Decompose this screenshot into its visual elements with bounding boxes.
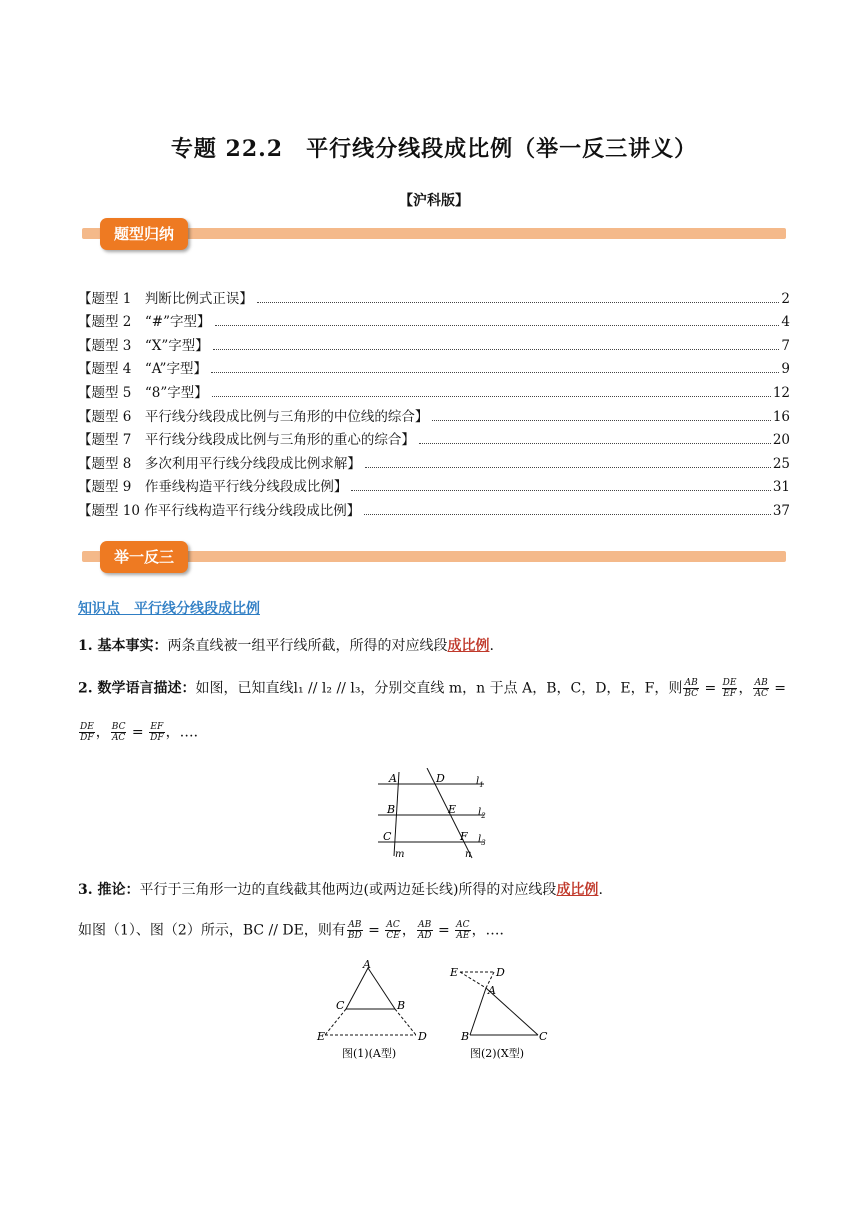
point-label: A bbox=[488, 984, 496, 997]
knowledge-heading: 知识点 平行线分线段成比例 bbox=[78, 601, 260, 617]
point-label: A bbox=[363, 958, 371, 971]
toc-leader-dots bbox=[419, 442, 771, 444]
paragraph-math-language: 2. 数学语言描述：如图，已知直线l₁ // l₂ // l₃，分别交直线 m，n 于点 A，B，C，D，E，F，则 $\frac{AB}{BC}$ = $\frac{DE}{EF}$ ， $\frac{AB}{AC}$ = bbox=[78, 678, 787, 699]
fraction: $\frac{AC}{CE}$ bbox=[386, 920, 400, 941]
toc-entry-page: 9 bbox=[781, 361, 790, 378]
body-text: ，…． bbox=[471, 922, 514, 939]
body-text: ，…． bbox=[165, 724, 208, 741]
toc-entry-label: 【题型 9 作垂线构造平行线分线段成比例】 bbox=[78, 479, 348, 496]
body-text: 平行于三角形一边的直线截其他两边(或两边延长线)所得的对应线段 bbox=[139, 882, 557, 898]
toc-leader-dots bbox=[212, 395, 771, 397]
toc-entry[interactable] bbox=[78, 283, 790, 307]
fraction: $\frac{AB}{AD}$ bbox=[417, 920, 432, 941]
punctuation: . bbox=[598, 882, 603, 898]
figure-parallel-lines bbox=[372, 768, 502, 863]
toc-entry[interactable] bbox=[78, 472, 790, 496]
toc-entry-label: 【题型 7 平行线分线段成比例与三角形的重心的综合】 bbox=[78, 432, 415, 449]
toc-entry-label: 【题型 5 “8”字型】 bbox=[78, 384, 208, 401]
toc-entry-page: 25 bbox=[772, 455, 790, 472]
key-term: 成比例 bbox=[447, 638, 490, 654]
toc-entry[interactable] bbox=[78, 354, 790, 378]
point-label: E bbox=[448, 803, 457, 816]
toc-leader-dots bbox=[215, 324, 780, 326]
toc-leader-dots bbox=[257, 301, 780, 303]
line-label: n bbox=[465, 849, 472, 860]
figure-caption: 图(1)(A型) bbox=[342, 1047, 397, 1060]
toc-entry[interactable] bbox=[78, 425, 790, 449]
fraction: $\frac{DE}{DF}$ bbox=[80, 722, 94, 743]
point-label: C bbox=[383, 830, 392, 843]
paragraph-math-language-cont: $\frac{DE}{DF}$ ， $\frac{BC}{AC}$ = $\frac{EF}{DF}$ ，…． bbox=[80, 722, 208, 743]
toc-entry-page: 37 bbox=[772, 502, 790, 519]
section-badge-practice: 举一反三 bbox=[100, 541, 188, 573]
line-label: $l_3$ bbox=[478, 834, 486, 847]
toc-entry[interactable] bbox=[78, 377, 790, 401]
point-label: C bbox=[539, 1030, 548, 1043]
toc-entry-label: 【题型 8 多次利用平行线分线段成比例求解】 bbox=[78, 455, 361, 472]
toc-entry-page: 16 bbox=[772, 408, 790, 425]
point-label: D bbox=[418, 1030, 427, 1043]
lead-text: 3. 推论： bbox=[78, 882, 140, 898]
section-badge-summary: 题型归纳 bbox=[100, 218, 188, 250]
point-label: C bbox=[336, 999, 345, 1012]
line-label: $l_2$ bbox=[478, 807, 486, 820]
table-of-contents bbox=[78, 283, 790, 519]
point-label: B bbox=[387, 803, 396, 816]
line-label: $l_1$ bbox=[476, 776, 484, 789]
point-label: D bbox=[436, 772, 445, 785]
toc-entry-page: 12 bbox=[772, 384, 790, 401]
figure-caption: 图(2)(X型) bbox=[470, 1047, 524, 1060]
fraction: $\frac{AB}{BD}$ bbox=[347, 920, 362, 941]
fraction: $\frac{AC}{AE}$ bbox=[456, 920, 470, 941]
toc-leader-dots bbox=[364, 513, 771, 515]
paragraph-figure-ref: 如图（1）、图（2）所示，BC // DE，则有 $\frac{AB}{BD}$ = $\frac{AC}{CE}$ ， $\frac{AB}{AD}$ = $\frac{AC}{AE}$ ，…． bbox=[78, 920, 514, 941]
toc-entry[interactable] bbox=[78, 307, 790, 331]
lead-text: 1. 基本事实： bbox=[78, 638, 168, 654]
toc-entry[interactable] bbox=[78, 495, 790, 519]
toc-entry-page: 31 bbox=[772, 479, 790, 496]
point-label: B bbox=[461, 1030, 470, 1043]
point-label: F bbox=[460, 830, 468, 843]
body-text: 两条直线被一组平行线所截，所得的对应线段 bbox=[167, 638, 448, 654]
toc-entry[interactable] bbox=[78, 401, 790, 425]
figure-a-type bbox=[316, 958, 434, 1063]
toc-entry-label: 【题型 3 “X”字型】 bbox=[78, 337, 209, 354]
point-label: D bbox=[496, 966, 505, 979]
point-label: E bbox=[317, 1030, 326, 1043]
point-label: E bbox=[450, 966, 459, 979]
figure-x-type bbox=[446, 958, 556, 1063]
point-label: A bbox=[389, 772, 397, 785]
punctuation: . bbox=[489, 638, 494, 654]
lead-text: 2. 数学语言描述： bbox=[78, 680, 196, 697]
fraction: $\frac{DE}{EF}$ bbox=[722, 678, 737, 699]
toc-entry-label: 【题型 2 “#”字型】 bbox=[78, 314, 211, 331]
toc-leader-dots bbox=[432, 419, 770, 421]
toc-entry[interactable] bbox=[78, 330, 790, 354]
fraction: $\frac{EF}{DF}$ bbox=[150, 722, 164, 743]
toc-entry-page: 2 bbox=[781, 290, 790, 307]
toc-entry-label: 【题型 4 “A”字型】 bbox=[78, 361, 207, 378]
edition-label: 【沪科版】 bbox=[399, 193, 469, 209]
toc-entry-label: 【题型 6 平行线分线段成比例与三角形的中位线的综合】 bbox=[78, 408, 429, 425]
body-text: 如图，已知直线l₁ // l₂ // l₃，分别交直线 m，n 于点 A，B，C，D，E，F，则 bbox=[195, 680, 683, 697]
point-label: B bbox=[397, 999, 406, 1012]
toc-leader-dots bbox=[351, 489, 770, 491]
toc-entry-page: 20 bbox=[772, 432, 790, 449]
fraction: $\frac{AB}{AC}$ bbox=[754, 678, 768, 699]
page-title: 专题 22.2 平行线分线段成比例（举一反三讲义） bbox=[170, 136, 698, 162]
key-term: 成比例 bbox=[556, 882, 599, 898]
toc-entry-page: 4 bbox=[781, 314, 790, 331]
fraction: $\frac{BC}{AC}$ bbox=[111, 722, 126, 743]
toc-leader-dots bbox=[213, 348, 780, 350]
line-label: m bbox=[395, 849, 405, 860]
paragraph-corollary bbox=[78, 880, 790, 900]
paragraph-basic-fact bbox=[78, 636, 790, 656]
toc-leader-dots bbox=[211, 371, 779, 373]
toc-entry[interactable] bbox=[78, 448, 790, 472]
toc-entry-page: 7 bbox=[781, 337, 790, 354]
body-text: 如图（1）、图（2）所示，BC // DE，则有 bbox=[78, 922, 346, 939]
toc-entry-label: 【题型 1 判断比例式正误】 bbox=[78, 290, 253, 307]
toc-entry-label: 【题型 10 作平行线构造平行线分线段成比例】 bbox=[78, 502, 361, 519]
toc-leader-dots bbox=[365, 466, 771, 468]
fraction: $\frac{AB}{BC}$ bbox=[684, 678, 699, 699]
